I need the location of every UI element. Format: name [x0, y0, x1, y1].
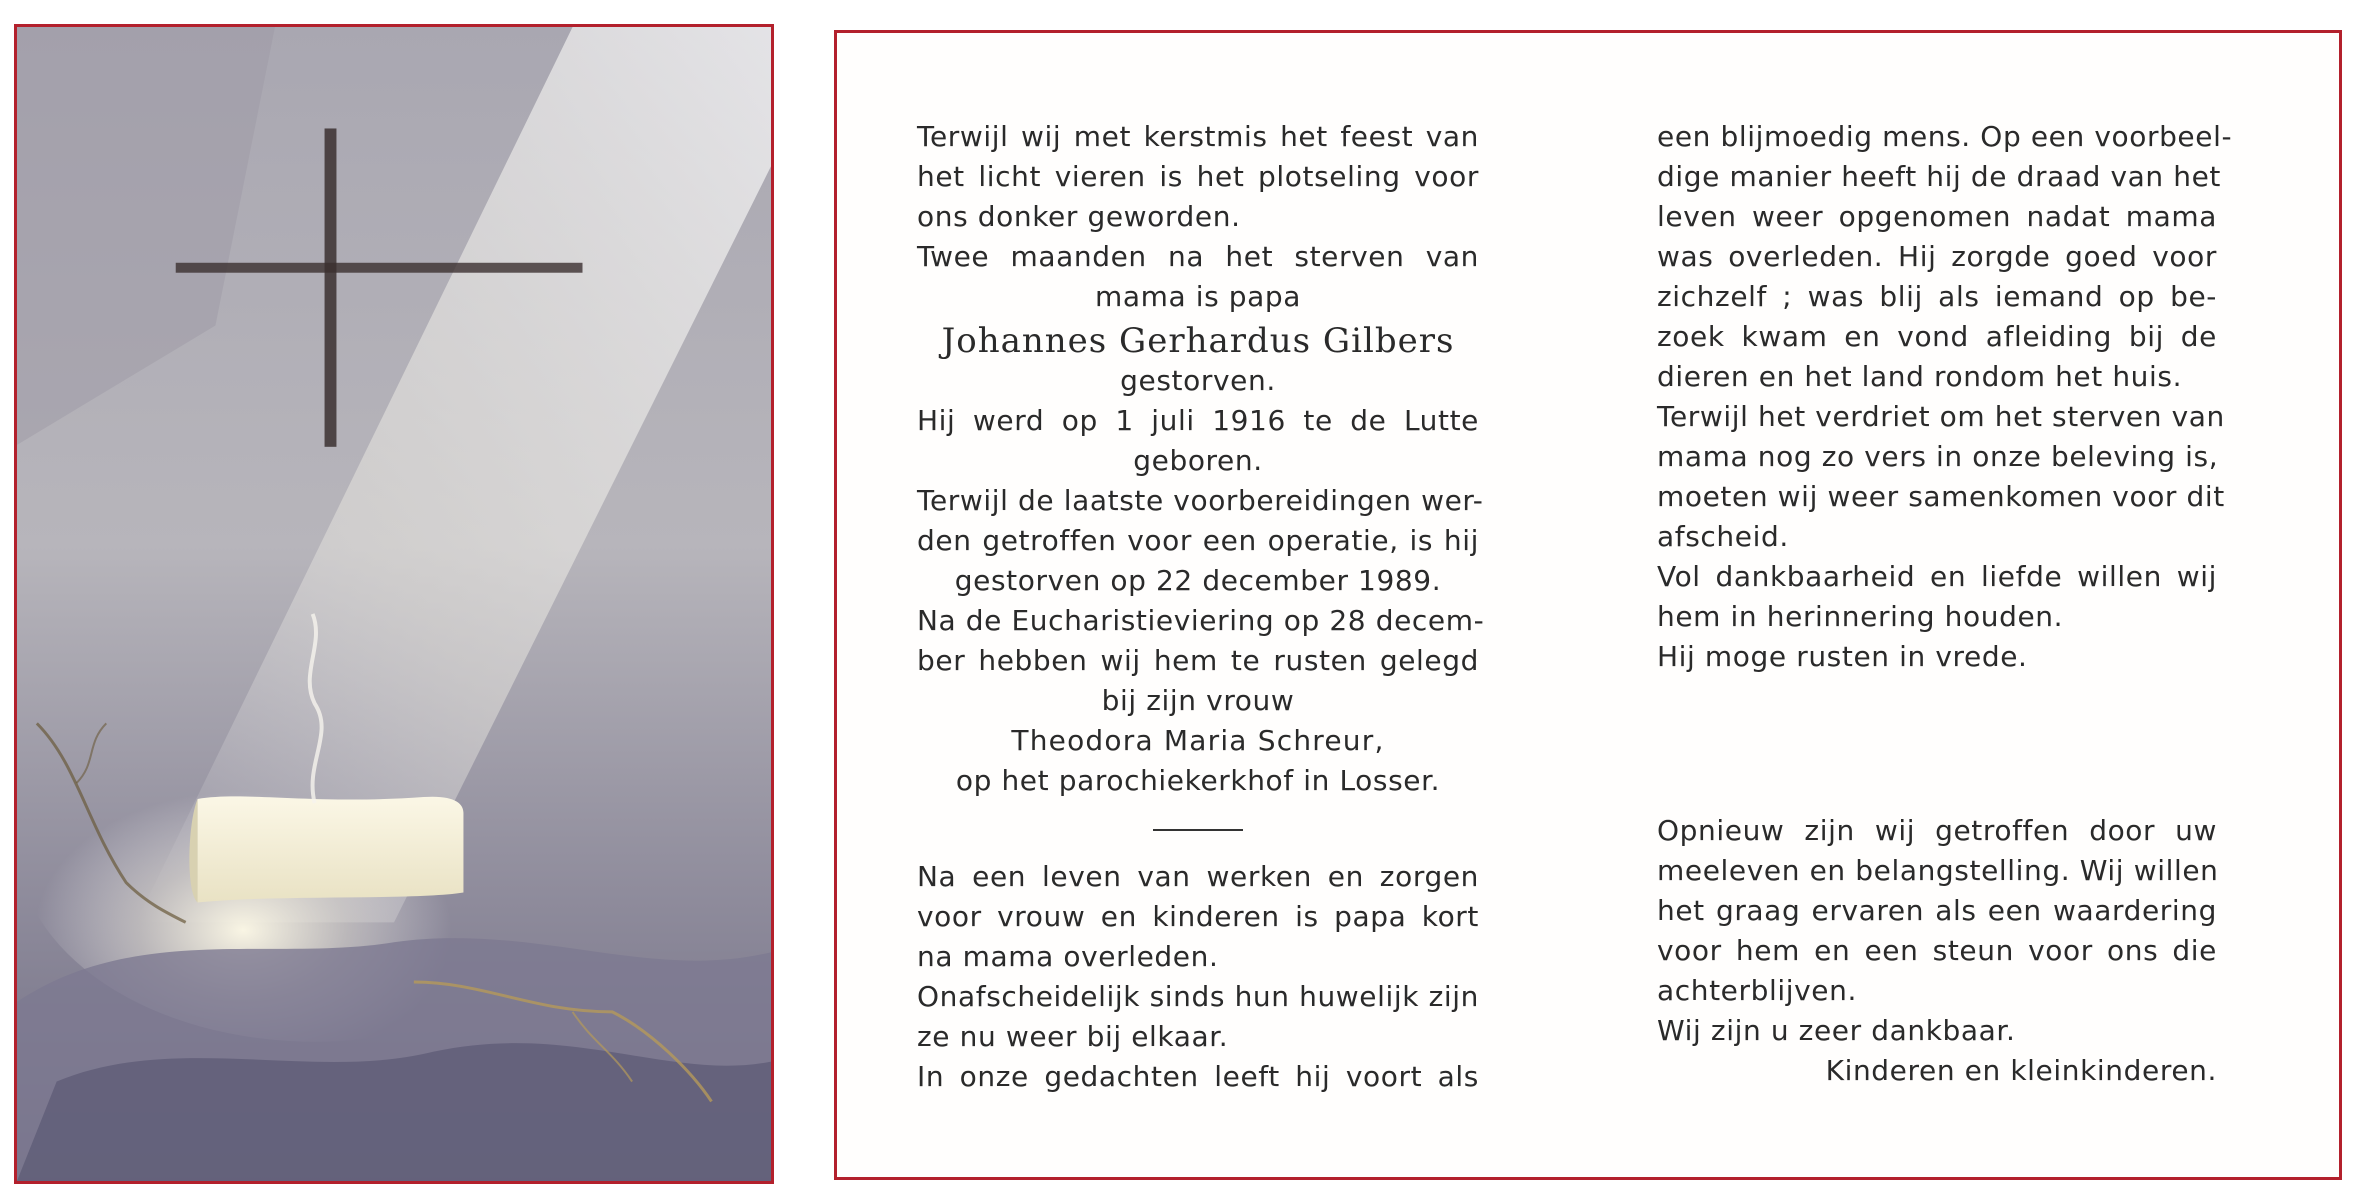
text-line: Hij werd op 1 juli 1916 te de Lutte	[917, 404, 1479, 437]
text-line: zoek kwam en vond afleiding bij de	[1657, 320, 2217, 353]
text-line: afscheid.	[1657, 520, 1789, 553]
memorial-text-card	[834, 30, 2342, 1180]
text-line: Twee maanden na het sterven van	[917, 240, 1479, 273]
text-line: moeten wij weer samenkomen voor dit	[1657, 480, 2225, 513]
text-line: Terwijl wij met kerstmis het feest van	[917, 120, 1479, 153]
text-line: op het parochiekerkhof in Losser.	[955, 764, 1441, 797]
text-line: den getroffen voor een operatie, is hij	[917, 524, 1479, 557]
section-divider	[1153, 829, 1243, 831]
text-line: was overleden. Hij zorgde goed voor	[1657, 240, 2217, 273]
text-line: Terwijl het verdriet om het sterven van	[1657, 400, 2225, 433]
text-line: voor hem en een steun voor ons die	[1657, 934, 2217, 967]
text-line: gestorven op 22 december 1989.	[954, 564, 1442, 597]
text-line: hem in herinnering houden.	[1657, 600, 2064, 633]
text-line: het graag ervaren als een waardering	[1657, 894, 2217, 927]
continuation-paragraph	[1657, 117, 2233, 397]
rest-line: Hij moge rusten in vrede.	[1657, 640, 2028, 673]
text-line: Na een leven van werken en zorgen	[917, 860, 1479, 893]
text-line: gestorven.	[1120, 364, 1276, 397]
text-line: leven weer opgenomen nadat mama	[1657, 200, 2217, 233]
announcement-paragraph	[917, 237, 1479, 401]
text-line: geboren.	[1133, 444, 1263, 477]
text-line: meeleven en belangstelling. Wij willen	[1657, 854, 2219, 887]
cross-candle-painting	[17, 27, 771, 1181]
grief-paragraph	[1657, 397, 2225, 557]
text-line: mama is papa	[1094, 280, 1302, 313]
text-line: Terwijl de laatste voorbereidingen wer-	[917, 484, 1484, 517]
text-line: zichzelf ; was blij als iemand op be-	[1657, 280, 2217, 313]
text-line: dieren en het land rondom het huis.	[1657, 360, 2183, 393]
text-line: ze nu weer bij elkaar.	[917, 1020, 1229, 1053]
text-line: Opnieuw zijn wij getroffen door uw	[1657, 814, 2217, 847]
text-line: Vol dankbaarheid en liefde willen wij	[1657, 560, 2217, 593]
thanks-section	[1657, 811, 2217, 1091]
life-paragraph	[917, 857, 1479, 1097]
text-line: ber hebben wij hem te rusten gelegd	[917, 644, 1479, 677]
text-line: dige manier heeft hij de draad van het	[1657, 160, 2222, 193]
text-line: het licht vieren is het plotseling voor	[917, 160, 1479, 193]
deceased-name: Johannes Gerhardus Gilbers	[941, 321, 1455, 361]
text-line: mama nog zo vers in onze beleving is,	[1657, 440, 2219, 473]
text-line: na mama overleden.	[917, 940, 1219, 973]
birth-paragraph	[917, 401, 1479, 481]
grateful-line: Wij zijn u zeer dankbaar.	[1657, 1014, 2016, 1047]
text-line: een blijmoedig mens. Op een voorbeel-	[1657, 120, 2233, 153]
text-line: bij zijn vrouw	[1101, 684, 1295, 717]
text-line: Onafscheidelijk sinds hun huwelijk zijn	[917, 980, 1479, 1013]
intro-paragraph	[917, 117, 1479, 237]
text-column-right	[1657, 117, 2233, 1087]
text-line: ons donker geworden.	[917, 200, 1241, 233]
text-line: achterblijven.	[1657, 974, 1857, 1007]
signature: Kinderen en kleinkinderen.	[1825, 1054, 2217, 1087]
text-line: voor vrouw en kinderen is papa kort	[917, 900, 1479, 933]
text-column-left	[917, 117, 1485, 1097]
burial-paragraph	[917, 601, 1485, 801]
death-paragraph	[917, 481, 1484, 601]
text-line: Na de Eucharistieviering op 28 decem-	[917, 604, 1485, 637]
spouse-name: Theodora Maria Schreur,	[1011, 724, 1385, 757]
text-line: In onze gedachten leeft hij voort als	[917, 1060, 1479, 1093]
memorial-picture-card	[14, 24, 774, 1184]
memory-paragraph	[1657, 557, 2217, 637]
